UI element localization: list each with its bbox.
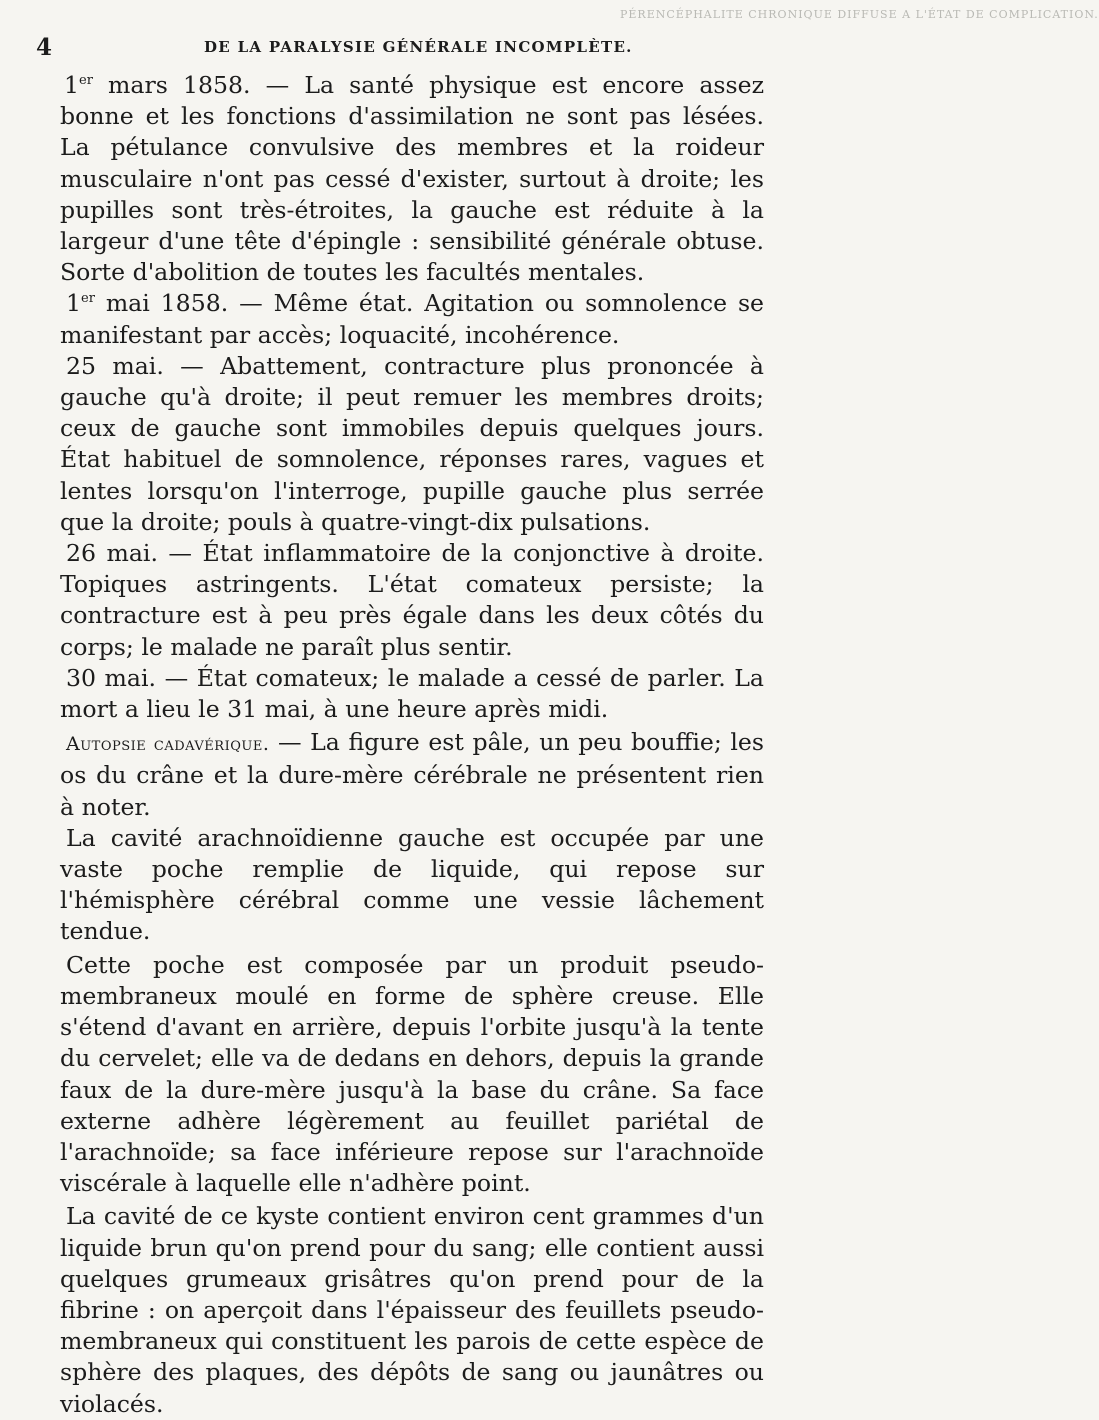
entry-paragraph bbox=[60, 538, 764, 663]
entry-paragraph bbox=[60, 288, 764, 350]
autopsy-label: Autopsie cadavérique. bbox=[66, 733, 270, 756]
entry-paragraph bbox=[60, 70, 764, 288]
entry-text: — État inflammatoire de la conjonctive à droite. Topiques astringents. L'état comateux persiste; la contracture est à peu près égale dans les deux côtés du corps; le malade ne paraît plus sentir. bbox=[60, 539, 764, 661]
bleed-through-text: PÉRENCÉPHALITE CHRONIQUE DIFFUSE A L'ÉTAT DE COMPLICATION. bbox=[620, 8, 1099, 21]
autopsy-paragraph bbox=[60, 727, 764, 823]
entry-date: 1er mai 1858. bbox=[66, 289, 229, 318]
entry-paragraph bbox=[60, 351, 764, 538]
autopsy-text: — La figure est pâle, un peu bouffie; les os du crâne et la dure-mère cérébrale ne présentent rien à noter. bbox=[60, 728, 764, 821]
running-title: DE LA PARALYSIE GÉNÉRALE INCOMPLÈTE. bbox=[204, 38, 633, 56]
entry-date: 25 mai. bbox=[66, 351, 164, 380]
entry-paragraph bbox=[60, 663, 764, 725]
body-paragraph: La cavité arachnoïdienne gauche est occupée par une vaste poche remplie de liquide, qui repose sur l'hémisphère cérébral comme une vessie lâchement tendue. bbox=[60, 823, 764, 946]
entry-text: — Même état. Agitation ou somnolence se manifestant par accès; loquacité, incohérence. bbox=[60, 289, 765, 349]
entry-date: 1er mars 1858. bbox=[64, 71, 251, 99]
page-body bbox=[60, 70, 764, 1420]
body-paragraph: La cavité de ce kyste contient environ cent grammes d'un liquide brun qu'on prend pour du sang; elle contient aussi quelques grumeaux grisâtres qu'on prend pour de la fibrine : on aperçoit dans l'épaisseur des feuillets pseudo-membraneux qui constituent les parois de cette espèce de sphère des plaques, des dépôts de sang ou jaunâtres ou violacés. bbox=[60, 1202, 764, 1418]
body-paragraph: Cette poche est composée par un produit pseudo-membraneux moulé en forme de sphère creuse. Elle s'étend d'avant en arrière, depuis l'orbite jusqu'à la tente du cervelet; elle va de dedans en dehors, depuis la grande faux de la dure-mère jusqu'à la base du crâne. Sa face externe adhère légèrement au feuillet pariétal de l'arachnoïde; sa face inférieure repose sur l'arachnoïde viscérale à laquelle elle n'adhère point. bbox=[60, 950, 764, 1198]
entry-text: — La santé physique est encore assez bonne et les fonctions d'assimilation ne sont pas lésées. La pétulance convulsive des membres et la roideur musculaire n'ont pas cessé d'exister, surtout à droite; les pupilles sont très-étroites, la gauche est réduite à la largeur d'une tête d'épingle : sensibilité générale obtuse. Sorte d'abolition de toutes les facultés mentales. bbox=[60, 71, 765, 287]
page-header bbox=[36, 34, 760, 64]
page-number: 4 bbox=[36, 34, 53, 61]
entry-date: 30 mai. bbox=[66, 663, 157, 692]
entry-date: 26 mai. bbox=[66, 539, 158, 568]
entry-text: — État comateux; le malade a cessé de parler. La mort a lieu le 31 mai, à une heure après midi. bbox=[60, 663, 764, 724]
entry-text: — Abattement, contracture plus prononcée à gauche qu'à droite; il peut remuer les membres droits; ceux de gauche sont immobiles depuis quelques jours. État habituel de somnolence, réponses rares, vagues et lentes lorsqu'on l'interroge, pupille gauche plus serrée que la droite; pouls à quatre-vingt-dix pulsations. bbox=[60, 351, 764, 536]
